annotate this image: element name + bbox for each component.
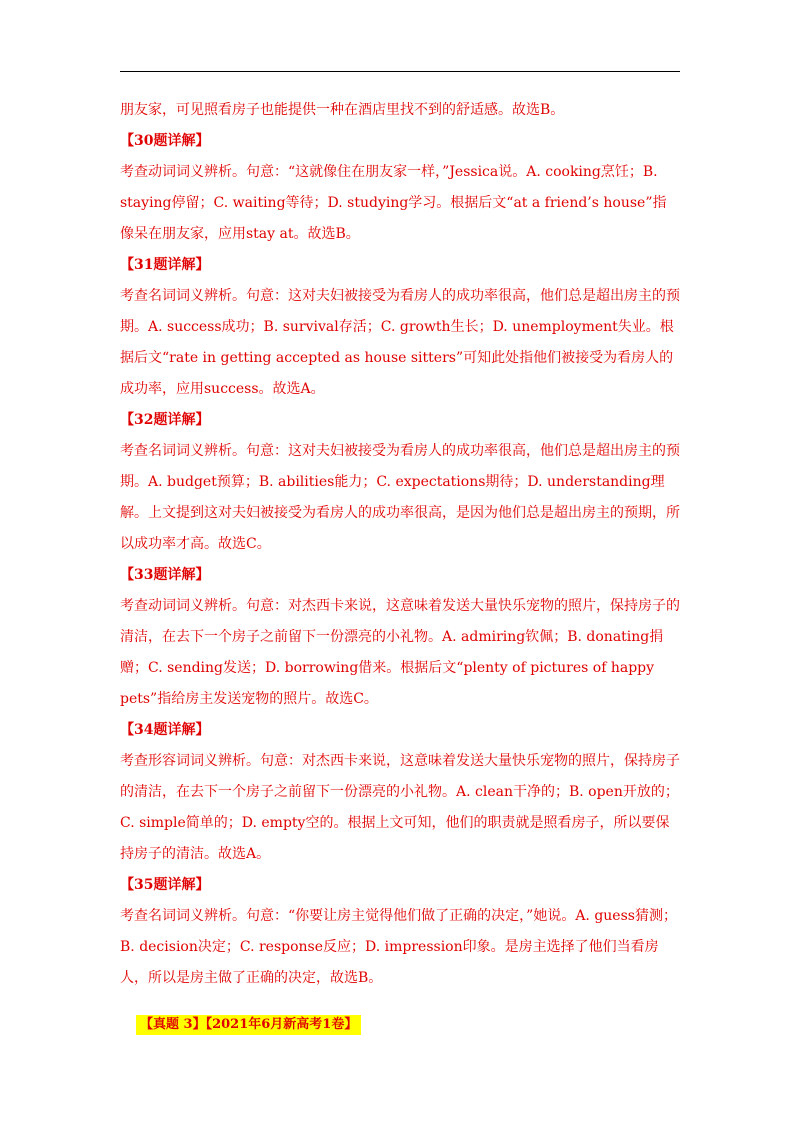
paragraph: 朋友家，可见照看房子也能提供一种在酒店里找不到的舒适感。故选B。	[120, 102, 565, 118]
paragraph: 考查名词词义辨析。句意：这对夫妇被接受为看房人的成功率很高，他们总是超出房主的预期。A. success成功；B. survival存活；C. growth生长；D. unemployment失业。根据后文“rate in getting accepted as house sitters”可知此处指他们被接受为看房人的成功率，应用success。故选A。	[120, 288, 680, 397]
document-body	[120, 95, 680, 994]
section-heading: 【30题详解】	[120, 133, 210, 149]
header-rule	[120, 71, 680, 72]
section-heading: 【34题详解】	[120, 722, 210, 738]
section-heading: 【31题详解】	[120, 257, 210, 273]
paragraph: 考查名词词义辨析。句意：“你要让房主觉得他们做了正确的决定，”她说。A. guess猜测；B. decision决定；C. response反应；D. impression印象。是房主选择了他们当看房人，所以是房主做了正确的决定，故选B。	[120, 908, 677, 986]
paragraph: 考查动词词义辨析。句意：对杰西卡来说，这意味着发送大量快乐宠物的照片，保持房子的清洁，在去下一个房子之前留下一份漂亮的小礼物。A. admiring钦佩；B. donating捐赠；C. sending发送；D. borrowing借来。根据后文“plenty of pictures of happy pets”指给房主发送宠物的照片。故选C。	[120, 598, 680, 707]
section-heading: 【35题详解】	[120, 877, 210, 893]
paragraph: 考查动词词义辨析。句意：“这就像住在朋友家一样，”Jessica说。A. cooking烹饪；B. staying停留；C. waiting等待；D. studying学习。根据后文“at a friend’s house”指像呆在朋友家，应用stay at。故选B。	[120, 164, 667, 242]
paragraph: 考查形容词词义辨析。句意：对杰西卡来说，这意味着发送大量快乐宠物的照片，保持房子的清洁，在去下一个房子之前留下一份漂亮的小礼物。A. clean干净的；B. open开放的；C. simple简单的；D. empty空的。根据上文可知，他们的职责就是照看房子，所以要保持房子的清洁。故选A。	[120, 753, 680, 862]
paragraph: 考查名词词义辨析。句意：这对夫妇被接受为看房人的成功率很高，他们总是超出房主的预期。A. budget预算；B. abilities能力；C. expectations期待；D. understanding理解。上文提到这对夫妇被接受为看房人的成功率很高，是因为他们总是超出房主的预期，所以成功率才高。故选C。	[120, 443, 680, 552]
section-heading: 【33题详解】	[120, 567, 210, 583]
exam-source-banner: 【真题 3】【2021年6月新高考1卷】	[136, 1015, 361, 1035]
section-heading: 【32题详解】	[120, 412, 210, 428]
